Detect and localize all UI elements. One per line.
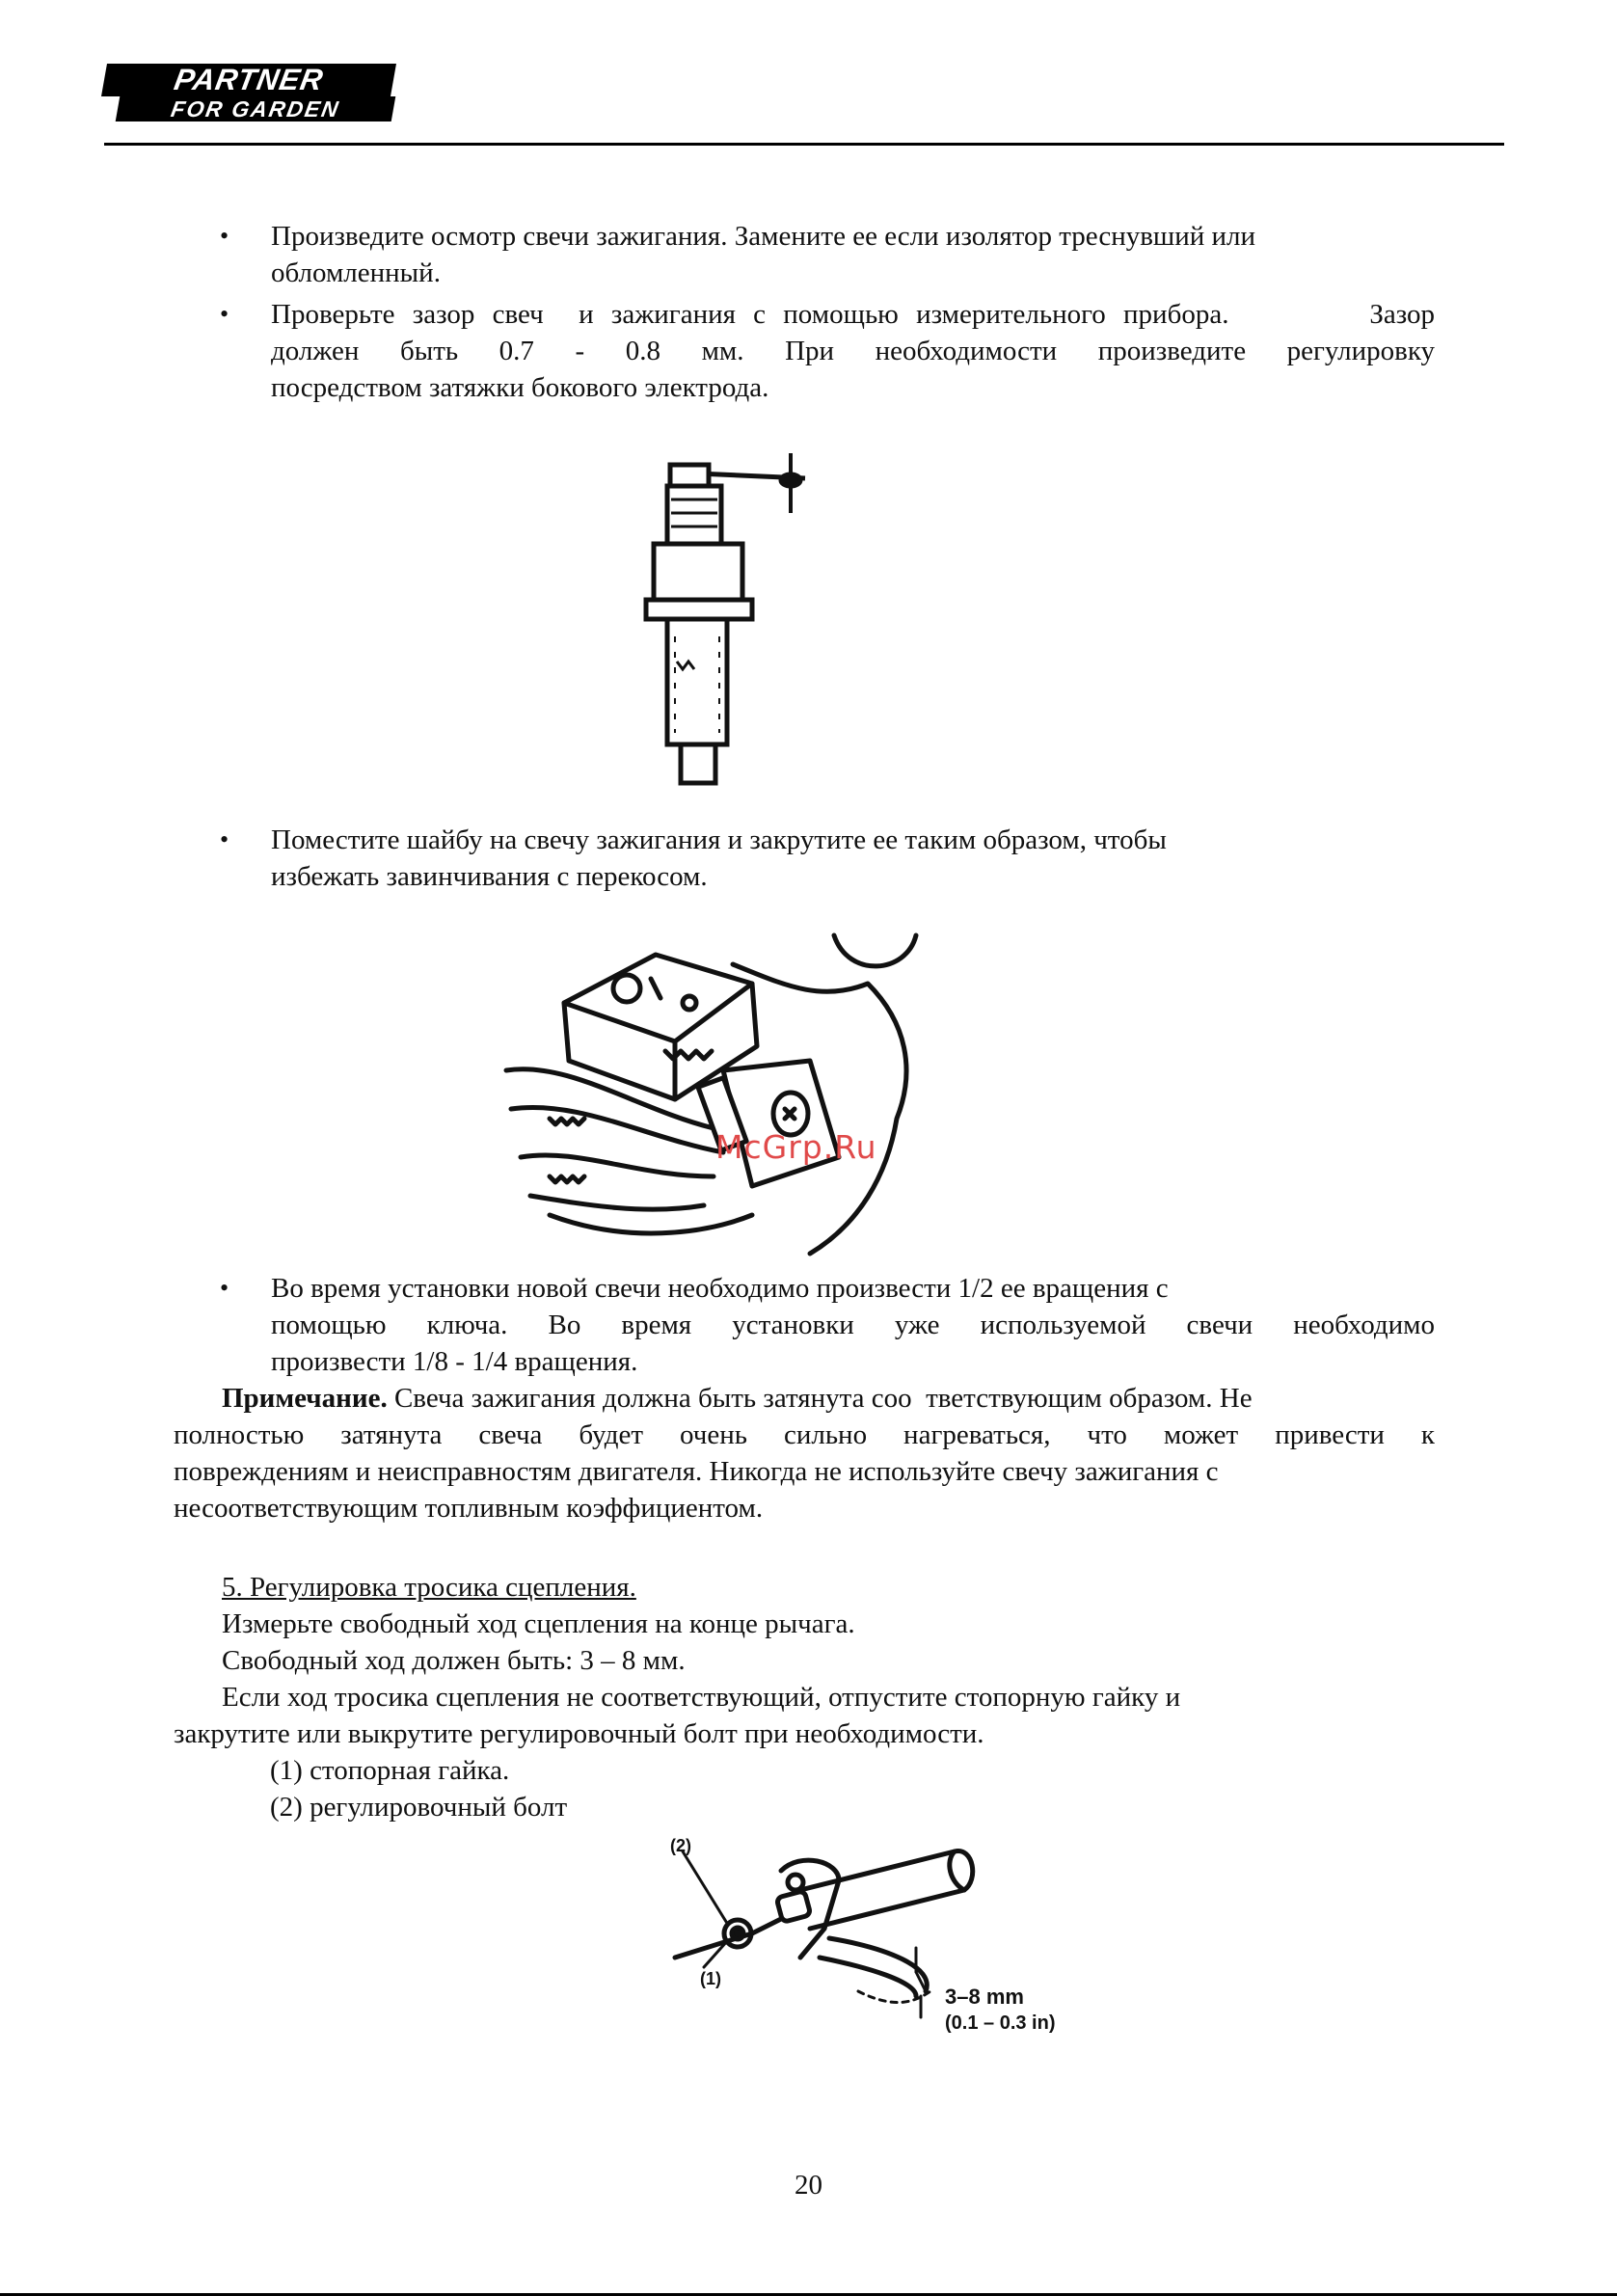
note-paragraph [174, 1380, 1435, 1526]
spark-plug-gauge-figure [617, 444, 829, 800]
text-line: Во время установки новой свечи необходимо произвести 1/2 ее вращения с [271, 1273, 1169, 1304]
text-line: избежать завинчивания с перекосом. [271, 861, 708, 892]
hand-installing-plug-figure [492, 926, 945, 1263]
logo-line-1: PARTNER [101, 64, 396, 96]
bullet-icon: • [220, 1274, 229, 1302]
section-heading: 5. Регулировка тросика сцепления. [222, 1572, 636, 1603]
label-lock-nut: (1) [700, 1969, 721, 1988]
bullet-icon: • [220, 825, 229, 853]
bullet-install-washer [271, 822, 1428, 895]
label-adjusting-bolt: (2) [670, 1836, 691, 1855]
text-line: Проверьте зазор свеч и зажигания с помощью измерительного прибора. Зазор [271, 299, 1435, 330]
page-number: 20 [795, 2170, 822, 2201]
logo-line-2: FOR GARDEN [116, 96, 396, 122]
text-line: несоответствующим топливным коэффициентом. [174, 1493, 764, 1524]
bullet-check-gap [271, 296, 1435, 406]
bullet-icon: • [220, 300, 229, 328]
section-clutch-cable [174, 1569, 1435, 1825]
text-line: закрутите или выкрутите регулировочный болт при необходимости. [174, 1718, 984, 1749]
text-line: Свободный ход должен быть: 3 – 8 мм. [222, 1645, 686, 1676]
dimension-mm: 3–8 mm [945, 1985, 1024, 2009]
text-line: Произведите осмотр свечи зажигания. Замените ее если изолятор треснувший или [271, 221, 1256, 252]
bullet-tightening [271, 1270, 1435, 1380]
text-line: посредством затяжки бокового электрода. [271, 372, 769, 403]
text-line: должен быть 0.7 - 0.8 мм. При необходимости произведите регулировку [271, 336, 1435, 366]
text-line: обломленный. [271, 257, 441, 288]
text-line: полностью затянута свеча будет очень сильно нагреваться, что может привести к [174, 1419, 1435, 1450]
text-line: повреждениям и неисправностям двигателя. Никогда не используйте свечу зажигания с [174, 1456, 1219, 1487]
list-item: (1) стопорная гайка. [270, 1755, 510, 1786]
text-line: произвести 1/8 - 1/4 вращения. [271, 1346, 638, 1377]
text-line: помощью ключа. Во время установки уже используемой свечи необходимо [271, 1310, 1435, 1340]
text-line: Поместите шайбу на свечу зажигания и закрутите ее таким образом, чтобы [271, 824, 1167, 855]
clutch-lever-figure [656, 1823, 1099, 2073]
text-line: Если ход тросика сцепления не соответствующий, отпустите стопорную гайку и [222, 1682, 1181, 1713]
brand-logo [104, 64, 393, 123]
watermark: McGrp.Ru [715, 1128, 877, 1166]
note-label: Примечание. [222, 1383, 388, 1414]
bullet-inspect-plug [271, 218, 1438, 291]
list-item: (2) регулировочный болт [270, 1792, 568, 1823]
dimension-in: (0.1 – 0.3 in) [945, 2012, 1056, 2034]
bullet-icon: • [220, 222, 229, 250]
text-line: Измерьте свободный ход сцепления на конце рычага. [222, 1608, 855, 1639]
note-text: Свеча зажигания должна быть затянута соо тветствующим образом. Не [387, 1383, 1253, 1414]
text-line [174, 1380, 1435, 1417]
header-rule [104, 143, 1504, 146]
